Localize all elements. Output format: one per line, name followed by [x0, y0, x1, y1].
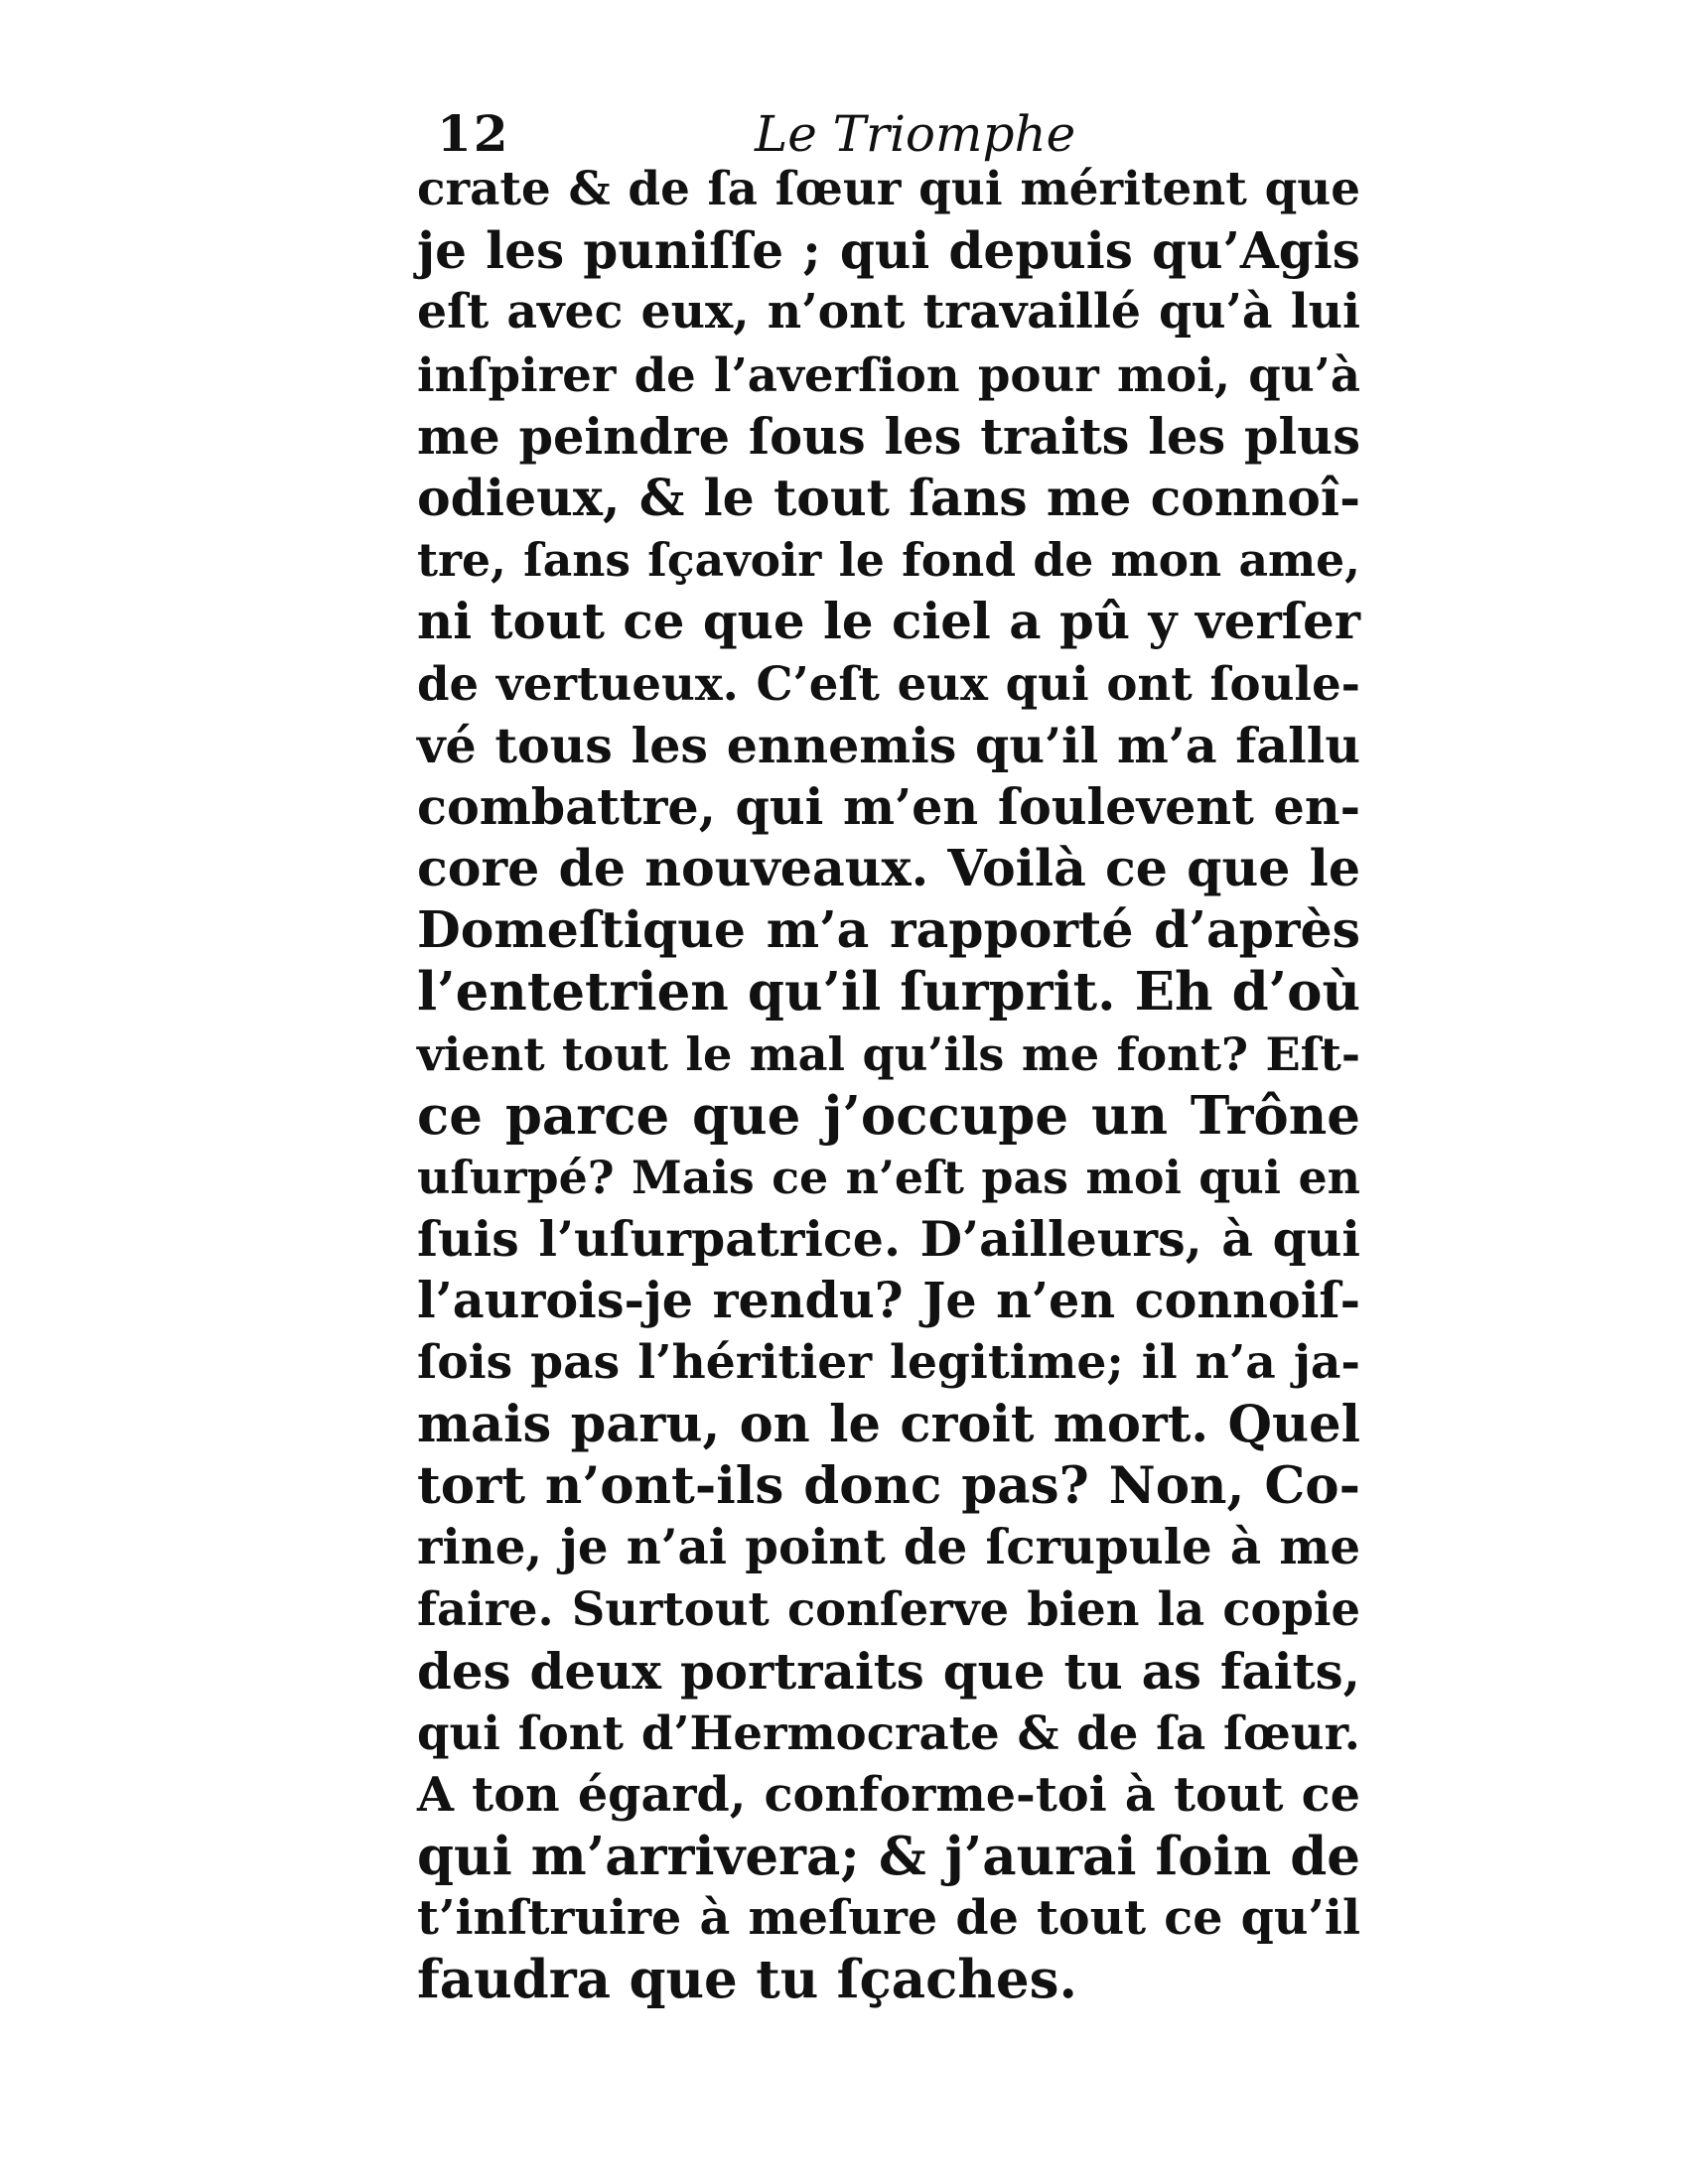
text-line: qui m’arrivera; & j’aurai ſoin de [417, 1826, 1360, 1888]
text-line: crate & de ſa ſœur qui méritent que [417, 162, 1360, 216]
text-line: A ton égard, conforme-toi à tout ce [417, 1766, 1360, 1823]
text-line: rine, je n’ai point de ſcrupule à me [417, 1520, 1360, 1576]
text-line: uſurpé? Mais ce n’eſt pas moi qui en [417, 1151, 1360, 1204]
text-line: t’inſtruire à meſure de tout ce qu’il [417, 1890, 1360, 1947]
text-line: ſois pas l’héritier legitime; il n’a ja- [417, 1334, 1360, 1390]
body-text [417, 159, 1360, 2011]
text-line: faudra que tu ſçaches. [417, 1949, 1077, 2011]
text-line: l’aurois-je rendu? Je n’en connoiſ- [417, 1272, 1360, 1330]
text-line: des deux portraits que tu as faits, [417, 1641, 1360, 1701]
text-line: vient tout le mal qu’ils me font? Eſt- [417, 1026, 1360, 1081]
text-line: odieux, & le tout ſans me connoî- [417, 468, 1360, 527]
text-line: ni tout ce que le ciel a pû y verſer [417, 592, 1360, 651]
text-line: Domeſtique m’a rapporté d’après [417, 900, 1360, 960]
text-line: de vertueux. C’eſt eux qui ont ſoule- [417, 655, 1360, 711]
running-title: Le Triomphe [755, 105, 1076, 163]
text-line: inſpirer de l’averſion pour moi, qu’à [417, 346, 1360, 402]
text-line: mais paru, on le croit mort. Quel [417, 1394, 1360, 1454]
text-line: qui ſont d’Hermocrate & de ſa ſœur. [417, 1705, 1360, 1760]
text-line: tort n’ont-ils donc pas? Non, Co- [417, 1455, 1360, 1516]
text-line: me peindre ſous les traits les plus [417, 407, 1360, 466]
page-number: 12 [437, 104, 510, 163]
text-line: eſt avec eux, n’ont travaillé qu’à lui [417, 285, 1360, 341]
text-line: tre, ſans ſçavoir le fond de mon ame, [417, 533, 1360, 588]
text-line: je les puniſſe ; qui depuis qu’Agis [417, 221, 1360, 281]
text-line: ce parce que j’occupe un Trône [417, 1084, 1360, 1147]
text-line: faire. Surtout conſerve bien la copie [417, 1581, 1360, 1637]
text-line: vé tous les ennemis qu’il m’a fallu [417, 716, 1360, 774]
text-line: ſuis l’uſurpatrice. D’ailleurs, à qui [417, 1210, 1360, 1269]
text-line: l’entetrien qu’il ſurprit. Eh d’où [417, 961, 1360, 1024]
text-line: core de nouveaux. Voilà ce que le [417, 839, 1360, 898]
text-line: combattre, qui m’en ſoulevent en- [417, 777, 1360, 836]
